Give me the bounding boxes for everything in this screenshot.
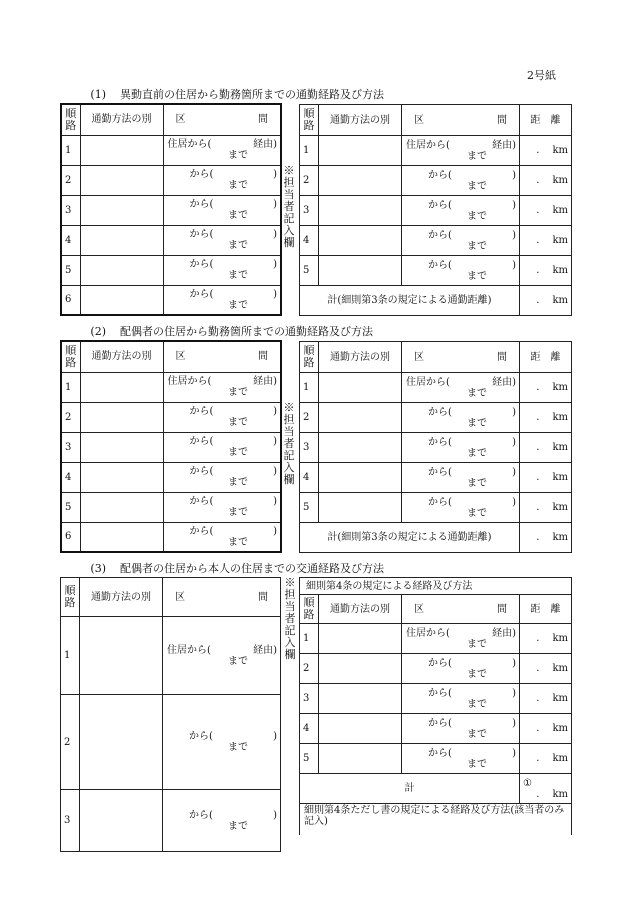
method-cell[interactable] [80, 195, 163, 225]
section-header: 区 間 [402, 105, 520, 136]
row-number: 2 [300, 166, 319, 196]
row-number: 6 [61, 285, 80, 315]
method-cell[interactable] [319, 403, 402, 433]
distance-cell[interactable]: . km [520, 624, 572, 654]
distance-cell[interactable]: . km [520, 226, 572, 256]
staff-note-1: ※担当者記入欄 [283, 164, 295, 249]
method-cell[interactable] [319, 373, 402, 403]
row-number: 1 [61, 372, 80, 402]
route-cell[interactable]: から( ) まで [163, 522, 281, 552]
row-number: 2 [61, 695, 80, 790]
method-cell[interactable] [319, 166, 402, 196]
method-header: 通勤方法の別 [319, 105, 402, 136]
row-number: 5 [61, 255, 80, 285]
route-cell[interactable]: から( ) まで [402, 714, 520, 744]
route-cell[interactable]: から( ) まで [402, 654, 520, 684]
method-cell[interactable] [319, 196, 402, 226]
route-cell[interactable]: から( ) まで [402, 166, 520, 196]
section-1-left-table [60, 103, 282, 316]
route-cell[interactable]: から( ) まで [163, 462, 281, 492]
distance-header: 距 離 [520, 105, 572, 136]
row-number: 3 [61, 195, 80, 225]
method-header: 通勤方法の別 [80, 104, 163, 135]
method-cell[interactable] [319, 136, 402, 166]
distance-cell[interactable]: . km [520, 256, 572, 286]
order-header: 順路 [61, 578, 80, 617]
total-distance-cell[interactable]: . km [520, 286, 572, 316]
order-header: 順路 [300, 342, 319, 373]
method-cell[interactable] [319, 493, 402, 523]
distance-cell[interactable]: . km [520, 433, 572, 463]
row-number: 1 [61, 135, 80, 165]
order-header: 順路 [61, 341, 80, 372]
order-header: 順路 [61, 104, 80, 135]
method-cell[interactable] [319, 463, 402, 493]
method-header: 通勤方法の別 [80, 341, 163, 372]
staff-note-3: ※担当者記入欄 [284, 576, 296, 661]
row-number: 3 [61, 432, 80, 462]
route-cell[interactable]: から( ) まで [402, 403, 520, 433]
row-number: 4 [300, 463, 319, 493]
route-cell[interactable]: 住居から( 経由) まで [163, 372, 281, 402]
method-header: 通勤方法の別 [319, 342, 402, 373]
method-cell[interactable] [319, 256, 402, 286]
method-cell[interactable] [319, 714, 402, 744]
row-number: 2 [61, 402, 80, 432]
route-cell[interactable]: から( ) まで [163, 695, 281, 790]
distance-cell[interactable]: . km [520, 403, 572, 433]
section-header: 区 間 [163, 341, 281, 372]
section-header: 区 間 [402, 342, 520, 373]
row-number: 6 [61, 522, 80, 552]
method-header: 通勤方法の別 [80, 578, 163, 617]
route-cell[interactable]: 住居から( 経由) まで [402, 373, 520, 403]
route-cell[interactable]: から( ) まで [402, 196, 520, 226]
method-cell[interactable] [80, 255, 163, 285]
method-cell[interactable] [80, 285, 163, 315]
method-cell[interactable] [319, 624, 402, 654]
row-number: 4 [300, 226, 319, 256]
distance-cell[interactable]: . km [520, 136, 572, 166]
method-cell[interactable] [80, 165, 163, 195]
section-1-title: (1) 異動直前の住居から勤務箇所までの通勤経路及び方法 [90, 88, 384, 101]
rule4-proviso: 細則第4条ただし書の規定による経路及び方法(該当者のみ記入) [300, 804, 572, 835]
method-cell[interactable] [319, 654, 402, 684]
section-header: 区 間 [402, 595, 520, 624]
route-cell[interactable]: から( ) まで [163, 492, 281, 522]
method-header: 通勤方法の別 [319, 595, 402, 624]
route-cell[interactable]: から( ) まで [163, 225, 281, 255]
method-cell[interactable] [80, 492, 163, 522]
distance-cell[interactable]: . km [520, 196, 572, 226]
method-cell[interactable] [80, 617, 163, 695]
method-cell[interactable] [80, 695, 163, 790]
route-cell[interactable]: から( ) まで [402, 433, 520, 463]
order-header: 順路 [300, 595, 319, 624]
distance-cell[interactable]: . km [520, 684, 572, 714]
distance-cell[interactable]: . km [520, 744, 572, 774]
route-cell[interactable]: 住居から( 経由) まで [163, 617, 281, 695]
row-number: 1 [300, 373, 319, 403]
route-cell[interactable]: から( ) まで [402, 256, 520, 286]
staff-note-2: ※担当者記入欄 [283, 401, 295, 486]
method-cell[interactable] [80, 462, 163, 492]
route-cell[interactable]: 住居から( 経由) まで [402, 624, 520, 654]
section-2-left-table [60, 340, 282, 553]
method-cell[interactable] [319, 744, 402, 774]
section-3-right-table [299, 577, 572, 835]
rule4-title: 細則第4条の規定による経路及び方法 [300, 578, 572, 595]
row-number: 2 [61, 165, 80, 195]
route-cell[interactable]: から( ) まで [402, 493, 520, 523]
route-cell[interactable]: から( ) まで [402, 684, 520, 714]
route-cell[interactable]: から( ) まで [402, 463, 520, 493]
method-cell[interactable] [80, 135, 163, 165]
row-number: 5 [61, 492, 80, 522]
method-cell[interactable] [80, 432, 163, 462]
route-cell[interactable]: から( ) まで [163, 402, 281, 432]
method-cell[interactable] [80, 402, 163, 432]
route-cell[interactable]: から( ) まで [163, 165, 281, 195]
total-label-simple: 計 [300, 774, 520, 804]
row-number: 3 [300, 433, 319, 463]
distance-header: 距 離 [520, 342, 572, 373]
row-number: 3 [61, 790, 80, 852]
circle-one-marker: ① [523, 777, 532, 789]
route-cell[interactable]: から( ) まで [163, 790, 281, 852]
section-header: 区 間 [163, 578, 281, 617]
distance-cell[interactable]: . km [520, 714, 572, 744]
row-number: 3 [300, 196, 319, 226]
distance-cell[interactable]: . km [520, 654, 572, 684]
route-cell[interactable]: から( ) まで [402, 744, 520, 774]
total-distance-cell[interactable]: ① . km [520, 774, 572, 804]
route-cell[interactable]: から( ) まで [163, 285, 281, 315]
method-cell[interactable] [319, 433, 402, 463]
total-label: 計(細則第3条の規定による通勤距離) [300, 286, 520, 316]
row-number: 4 [61, 462, 80, 492]
method-cell[interactable] [80, 372, 163, 402]
row-number: 1 [300, 624, 319, 654]
row-number: 1 [61, 617, 80, 695]
section-1-right-table [299, 104, 572, 316]
section-3-title: (3) 配偶者の住居から本人の住居までの交通経路及び方法 [90, 562, 384, 575]
form-number: 2号紙 [527, 69, 556, 82]
distance-cell[interactable]: . km [520, 166, 572, 196]
route-cell[interactable]: 住居から( 経由) まで [402, 136, 520, 166]
route-cell[interactable]: から( ) まで [163, 432, 281, 462]
distance-cell[interactable]: . km [520, 493, 572, 523]
method-cell[interactable] [80, 225, 163, 255]
method-cell[interactable] [319, 226, 402, 256]
distance-cell[interactable]: . km [520, 373, 572, 403]
route-cell[interactable]: 住居から( 経由) まで [163, 135, 281, 165]
route-cell[interactable]: から( ) まで [163, 255, 281, 285]
row-number: 1 [300, 136, 319, 166]
method-cell[interactable] [80, 790, 163, 852]
route-cell[interactable]: から( ) まで [402, 226, 520, 256]
row-number: 2 [300, 654, 319, 684]
method-cell[interactable] [319, 684, 402, 714]
row-number: 5 [300, 744, 319, 774]
section-2-right-table [299, 341, 572, 553]
method-cell[interactable] [80, 522, 163, 552]
section-2-title: (2) 配偶者の住居から勤務箇所までの通勤経路及び方法 [90, 325, 373, 338]
total-label: 計(細則第3条の規定による通勤距離) [300, 523, 520, 553]
route-cell[interactable]: から( ) まで [163, 195, 281, 225]
row-number: 4 [300, 714, 319, 744]
row-number: 4 [61, 225, 80, 255]
row-number: 5 [300, 493, 319, 523]
order-header: 順路 [300, 105, 319, 136]
row-number: 2 [300, 403, 319, 433]
section-header: 区 間 [163, 104, 281, 135]
section-3-left-table [60, 577, 281, 852]
row-number: 3 [300, 684, 319, 714]
row-number: 5 [300, 256, 319, 286]
distance-cell[interactable]: . km [520, 463, 572, 493]
total-distance-cell[interactable]: . km [520, 523, 572, 553]
distance-header: 距 離 [520, 595, 572, 624]
